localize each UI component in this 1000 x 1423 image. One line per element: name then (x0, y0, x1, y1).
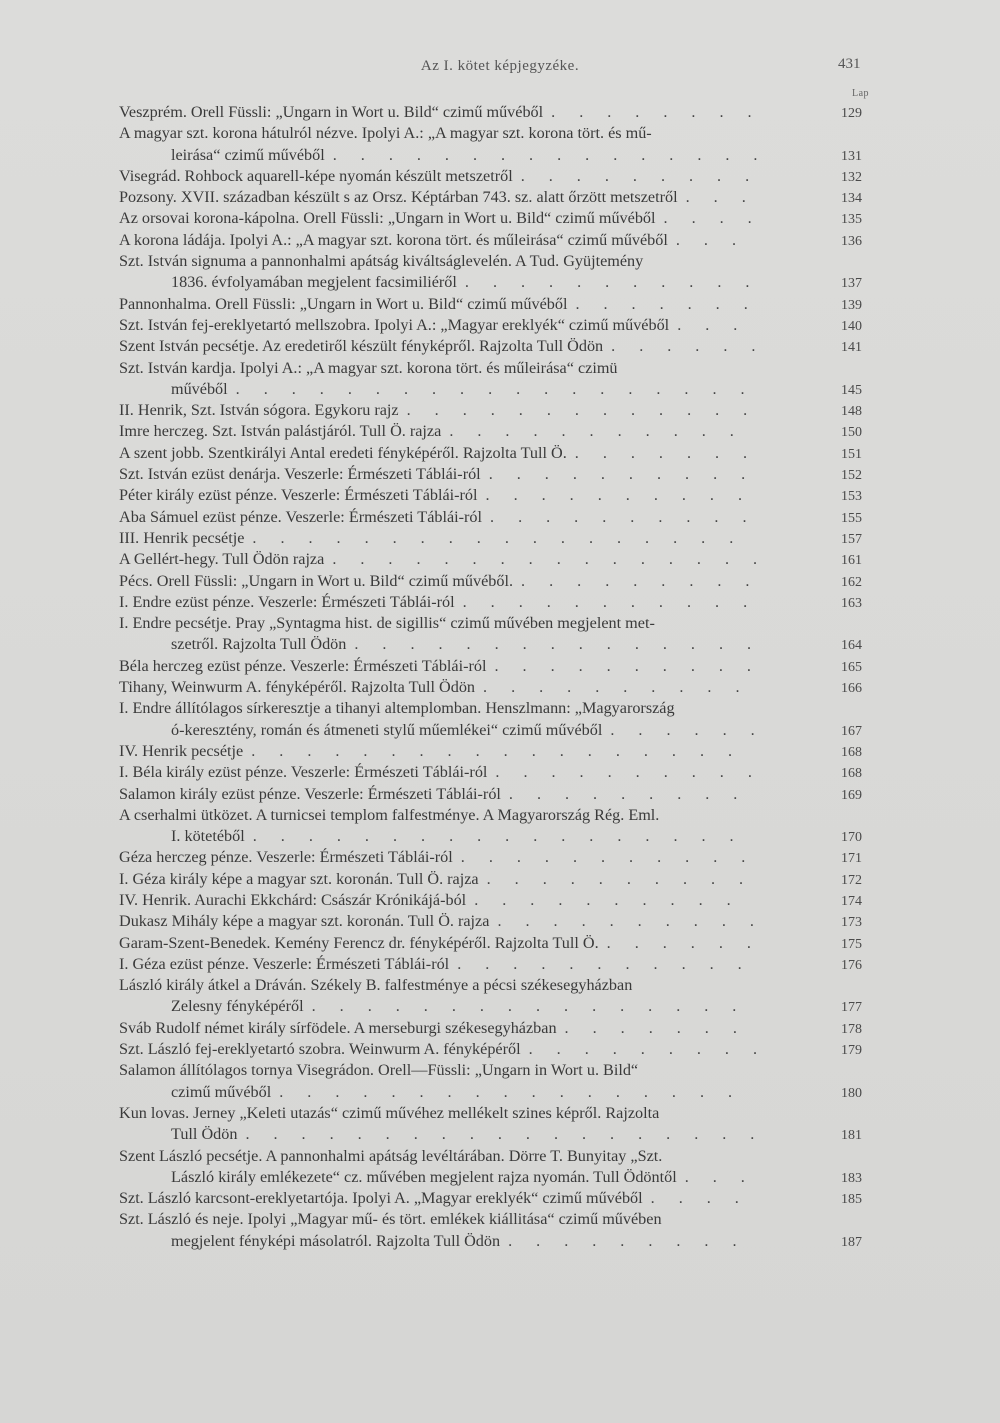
index-entry (119, 1209, 889, 1252)
index-entry (119, 656, 889, 677)
index-entry (119, 592, 889, 613)
index-entry-line (119, 102, 889, 123)
index-entry-text: Péter király ezüst pénze. Veszerle: Érmészeti Táblái-ról (119, 486, 478, 505)
dot-leader: ........... (464, 273, 774, 292)
index-entry-page: 183 (841, 1170, 862, 1186)
dot-leader: .......... (474, 890, 755, 909)
index-entry-line (119, 741, 889, 762)
index-entry-line (119, 123, 889, 144)
index-entry-text: leirása“ czimű művéből (171, 145, 325, 164)
index-entry-page: 175 (841, 936, 862, 952)
index-entry (119, 869, 889, 890)
index-entry-line (119, 847, 889, 868)
index-entry (119, 698, 889, 741)
index-entry-page: 151 (841, 446, 862, 462)
index-entry (119, 975, 889, 1018)
dot-leader: .................. (252, 827, 758, 846)
index-entry-line (119, 336, 889, 357)
index-entry-line (119, 485, 889, 506)
index-entry-line (119, 784, 889, 805)
index-entry-line (119, 166, 889, 187)
index-entry (119, 571, 889, 592)
index-entry-line (119, 187, 889, 208)
index-entry-text: Pécs. Orell Füssli: „Ungarn in Wort u. Bild“ czimű művéből. (119, 571, 514, 590)
index-entry-page: 165 (841, 659, 862, 675)
index-entry-line (119, 613, 889, 634)
index-entry (119, 251, 889, 294)
index-entry-page: 170 (841, 830, 862, 846)
page-number: 431 (838, 56, 861, 72)
index-entry-text: Pozsony. XVII. században készült s az Orsz. Képtárban 743. sz. alatt őrzött metszetről (119, 188, 678, 207)
index-entry-line (119, 656, 889, 677)
index-entry (119, 507, 889, 528)
index-entry-page: 167 (841, 723, 862, 739)
index-entry-page: 185 (841, 1192, 862, 1208)
index-entry-line (119, 1103, 889, 1124)
index-entry-line (119, 677, 889, 698)
index-entry-text: I. kötetéből (171, 827, 245, 846)
index-entry (119, 230, 889, 251)
index-entry-page: 187 (841, 1234, 862, 1250)
index-entry-text: A szent jobb. Szentkirályi Antal eredeti fényképéről. Rajzolta Tull Ö. (119, 443, 567, 462)
index-entry-text: Szt. István fej-ereklyetartó mellszobra. Ipolyi A.: „Magyar ereklyék“ czimű művéből (119, 315, 670, 334)
index-entry-text: I. Géza király képe a magyar szt. koronán. Tull Ö. rajza (119, 869, 479, 888)
index-entry-page: 134 (841, 191, 862, 207)
index-entry-page: 135 (841, 212, 862, 228)
index-entry-line (119, 1167, 889, 1188)
dot-leader: ......... (508, 1231, 761, 1250)
index-entry-text: Salamon állítólagos tornya Visegrádon. Orell—Füssli: „Ungarn in Wort u. Bild“ (119, 1061, 639, 1080)
index-entry-text: Kun lovas. Jerney „Keleti utazás“ czimű művéhez mellékelt szines képről. Rajzolta (119, 1103, 660, 1122)
index-entry-line (119, 358, 889, 379)
dot-leader: .......... (490, 507, 771, 526)
index-entry (119, 549, 889, 570)
index-entry (119, 485, 889, 506)
dot-leader: .......... (497, 912, 778, 931)
index-entry (119, 741, 889, 762)
index-entry-text: Szt. László karcsont-ereklyetartója. Ipolyi A. „Magyar ereklyék“ czimű művéből (119, 1189, 643, 1208)
index-entry-text: IV. Henrik pecsétje (119, 741, 244, 760)
index-entry-line (119, 571, 889, 592)
dot-leader: .................. (251, 741, 757, 760)
index-entry-page: 181 (841, 1128, 862, 1144)
index-entry (119, 294, 889, 315)
index-entry-text: Garam-Szent-Benedek. Kemény Ferencz dr. fényképéről. Rajzolta Tull Ö. (119, 933, 599, 952)
index-entry (119, 1188, 889, 1209)
index-entry-line (119, 826, 889, 847)
index-entry (119, 315, 889, 336)
dot-leader: ....... (575, 294, 772, 313)
index-entry-text: I. Endre pecsétje. Pray „Syntagma hist. de sigillis“ czimű művében megjelent met- (119, 614, 655, 633)
index-entry-line (119, 762, 889, 783)
index-entry (119, 400, 889, 421)
dot-leader: ............. (406, 401, 772, 420)
index-entry-line (119, 251, 889, 272)
index-entry-page: 152 (841, 468, 862, 484)
dot-leader: ........... (460, 848, 770, 867)
index-entry-page: 173 (841, 915, 862, 931)
index-entry (119, 528, 889, 549)
index-entry-text: Tull Ödön (171, 1125, 238, 1144)
index-entry (119, 464, 889, 485)
dot-leader: ............... (354, 635, 776, 654)
index-entry-text: A magyar szt. korona hátulról nézve. Ipolyi A.: „A magyar szt. korona tört. és mű- (119, 124, 652, 143)
dot-leader: .... (663, 209, 776, 228)
index-entry-page: 155 (841, 510, 862, 526)
index-entry-text: művéből (171, 379, 228, 398)
index-entry (119, 784, 889, 805)
index-entry-text: ó-keresztény, román és átmeneti stylű műemlékei“ czimű művéből (171, 720, 603, 739)
index-entry (119, 358, 889, 401)
index-entry-line (119, 294, 889, 315)
dot-leader: .... (650, 1189, 763, 1208)
index-entry-text: Aba Sámuel ezüst pénze. Veszerle: Érmészeti Táblái-ról (119, 507, 483, 526)
index-entry (119, 1039, 889, 1060)
page-header-title: Az I. kötet képjegyzéke. (420, 58, 580, 74)
index-entry (119, 911, 889, 932)
index-entry-line (119, 549, 889, 570)
dot-leader: .......... (486, 869, 768, 888)
index-entry-text: IV. Henrik. Aurachi Ekkchárd: Császár Krónikájá-ból (119, 890, 467, 909)
dot-leader: .......... (485, 486, 766, 505)
index-entry-line (119, 443, 889, 464)
dot-leader: ......... (508, 784, 762, 803)
index-entry-text: czimű művéből (171, 1082, 272, 1101)
dot-leader: ... (677, 315, 762, 334)
index-entry-text: Szt. László és neje. Ipolyi „Magyar mű- és tört. emlékek kiállitása“ czimű művében (119, 1210, 662, 1229)
index-entry-text: Szt. István signuma a pannonhalmi apátság kiváltságlevelén. A Tud. Gyüjtemény (119, 252, 644, 271)
index-entry-line (119, 272, 889, 293)
index-entry-text: I. Béla király ezüst pénze. Veszerle: Érmészeti Táblái-ról (119, 763, 488, 782)
dot-leader: ................ (311, 997, 761, 1016)
index-entry-page: 176 (841, 957, 862, 973)
dot-leader: ......... (528, 1040, 782, 1059)
index-entry-page: 166 (841, 681, 862, 697)
index-entry-line (119, 720, 889, 741)
index-entry-line (119, 379, 889, 400)
index-entry-text: II. Henrik, Szt. István sógora. Egykoru rajz (119, 401, 399, 420)
dot-leader: ................ (332, 145, 782, 164)
dot-leader: .......... (494, 656, 775, 675)
index-entry-page: 141 (841, 340, 862, 356)
index-entry-text: Visegrád. Rohbock aquarell-képe nyomán készült metszetről (119, 166, 513, 185)
index-entry-page: 163 (841, 595, 862, 611)
dot-leader: ........... (457, 954, 766, 973)
index-entry-text: Szent László pecsétje. A pannonhalmi apátság levéltárában. Dörre T. Bunyitay „Szt. (119, 1146, 663, 1165)
index-entry-page: 148 (841, 404, 862, 420)
index-entry-line (119, 1018, 889, 1039)
dot-leader: ......... (521, 571, 774, 590)
index-entry-text: Az orsovai korona-kápolna. Orell Füssli: „Ungarn in Wort u. Bild“ czimű művéből (119, 209, 656, 228)
index-entry-text: szetről. Rajzolta Tull Ödön (171, 635, 347, 654)
index-entry-page: 172 (841, 872, 862, 888)
index-entry-page: 132 (841, 169, 862, 185)
index-entry-page: 153 (841, 489, 862, 505)
index-entry-line (119, 634, 889, 655)
dot-leader: .......... (488, 465, 770, 484)
index-entry-page: 131 (841, 148, 862, 164)
index-entry (119, 1018, 889, 1039)
index-entry-text: Sváb Rudolf német király sírfödele. A merseburgi székesegyházban (119, 1018, 557, 1037)
index-entry-page: 136 (841, 233, 862, 249)
index-entry-line (119, 1209, 889, 1230)
index-entry-line (119, 933, 889, 954)
index-entry-line (119, 1060, 889, 1081)
index-entry (119, 443, 889, 464)
index-entry-line (119, 1188, 889, 1209)
index-entry-text: I. Endre állítólagos sírkeresztje a tihanyi altemplomban. Henszlmann: „Magyarország (119, 699, 675, 718)
index-entry-line (119, 230, 889, 251)
dot-leader: ... (684, 1167, 769, 1186)
index-entry (119, 890, 889, 911)
index-entry-line (119, 464, 889, 485)
index-entry-text: Salamon király ezüst pénze. Veszerle: Érmészeti Táblái-ról (119, 784, 501, 803)
index-entry (119, 613, 889, 656)
index-entry-line (119, 315, 889, 336)
dot-leader: .................. (252, 528, 758, 547)
index-entry (119, 1103, 889, 1146)
index-entry-line (119, 698, 889, 719)
dot-leader: ................... (245, 1125, 779, 1144)
index-entry-page: 140 (841, 318, 862, 334)
index-entry-text: Szt. István ezüst denárja. Veszerle: Érmészeti Táblái-ról (119, 465, 481, 484)
index-entry-line (119, 400, 889, 421)
index-entry-text: Zelesny fényképéről (171, 997, 304, 1016)
index-entry (119, 421, 889, 442)
index-entry-line (119, 1124, 889, 1145)
index-entry-line (119, 528, 889, 549)
index-entry-text: 1836. évfolyamában megjelent facsimiliéről (171, 273, 457, 292)
index-entry-text: III. Henrik pecsétje (119, 528, 245, 547)
index-entry-line (119, 1082, 889, 1103)
index-entry-page: 168 (841, 766, 862, 782)
index-entry-text: Szent István pecsétje. Az eredetiről készült fényképről. Rajzolta Tull Ödön (119, 337, 604, 356)
dot-leader: ...... (610, 720, 779, 739)
index-entry (119, 933, 889, 954)
index-entry-page: 164 (841, 638, 862, 654)
index-entry (119, 166, 889, 187)
dot-leader: ......... (520, 166, 774, 185)
index-entry-text: László király átkel a Dráván. Székely B. falfestménye a pécsi székesegyházban (119, 976, 633, 995)
index-entry (119, 762, 889, 783)
index-entry-line (119, 805, 889, 826)
index-entry-line (119, 890, 889, 911)
index-entry-page: 161 (841, 553, 862, 569)
index-entry-page: 145 (841, 382, 862, 398)
index-entry-line (119, 1231, 889, 1252)
index-entry (119, 1146, 889, 1189)
index-entry-text: Imre herczeg. Szt. István palástjáról. Tull Ö. rajza (119, 422, 442, 441)
index-entry-page: 139 (841, 297, 862, 313)
index-entry-line (119, 208, 889, 229)
index-entry-page: 177 (841, 1000, 862, 1016)
dot-leader: ........... (449, 422, 758, 441)
index-entry-line (119, 996, 889, 1017)
index-entry-page: 180 (841, 1085, 862, 1101)
index-entry-page: 178 (841, 1021, 862, 1037)
index-entry-line (119, 1039, 889, 1060)
index-entry-line (119, 507, 889, 528)
index-entry-text: A cserhalmi ütközet. A turnicsei templom falfestménye. A Magyarország Rég. Eml. (119, 805, 660, 824)
index-entry-line (119, 421, 889, 442)
dot-leader: ... (685, 188, 770, 207)
dot-leader: ................. (279, 1082, 757, 1101)
dot-leader: ... (675, 230, 761, 249)
index-entry-text: megjelent fényképi másolatról. Rajzolta Tull Ödön (171, 1231, 501, 1250)
index-entry-page: 169 (841, 787, 862, 803)
index-entry-text: Géza herczeg pénze. Veszerle: Érmészeti Táblái-ról (119, 848, 453, 867)
dot-leader: ...... (606, 933, 775, 952)
index-entry-text: Veszprém. Orell Füssli: „Ungarn in Wort u. Bild“ czimű művéből (119, 103, 544, 121)
index-entry-text: László király emlékezete“ cz. művében megjelent rajza nyomán. Tull Ödöntől (171, 1167, 677, 1186)
dot-leader: ................ (332, 550, 782, 569)
index-entry-line (119, 869, 889, 890)
index-entry-text: Pannonhalma. Orell Füssli: „Ungarn in Wort u. Bild“ czimű művéből (119, 294, 568, 313)
page-column-label: Lap (852, 88, 870, 99)
index-entry-text: A korona ládája. Ipolyi A.: „A magyar szt. korona tört. és műleirása“ czimű művéből (119, 230, 668, 249)
index-entry-page: 129 (841, 106, 862, 121)
index-entry-line (119, 592, 889, 613)
index-entry (119, 805, 889, 848)
index-entry (119, 208, 889, 229)
index-entry-text: Béla herczeg ezüst pénze. Veszerle: Érmészeti Táblái-ról (119, 656, 487, 675)
index-entry-page: 137 (841, 276, 862, 292)
index-entry-text: Szt. István kardja. Ipolyi A.: „A magyar szt. korona tört. és műleirása“ czimü (119, 358, 618, 377)
index-entry-text: I. Endre ezüst pénze. Veszerle: Érmészeti Táblái-ról (119, 592, 455, 611)
index-entry-text: Dukasz Mihály képe a magyar szt. koronán. Tull Ö. rajza (119, 912, 490, 931)
index-entry-page: 157 (841, 531, 862, 547)
index-entry-line (119, 145, 889, 166)
index-entry (119, 677, 889, 698)
index-entry-page: 150 (841, 425, 862, 441)
index-entry-line (119, 954, 889, 975)
index-entry-page: 174 (841, 893, 862, 909)
index-entry-line (119, 911, 889, 932)
dot-leader: ................... (235, 379, 769, 398)
index-entry (119, 1060, 889, 1103)
index-entry-page: 171 (841, 851, 862, 867)
image-index-list (119, 102, 889, 1252)
dot-leader: ....... (574, 443, 772, 462)
index-entry (119, 123, 889, 166)
dot-leader: .......... (483, 678, 764, 697)
index-entry (119, 187, 889, 208)
dot-leader: ...... (611, 337, 780, 356)
index-entry-line (119, 1146, 889, 1167)
dot-leader: .......... (495, 763, 776, 782)
index-entry-page: 179 (841, 1043, 862, 1059)
index-entry-text: Szt. László fej-ereklyetartó szobra. Weinwurm A. fényképéről (119, 1040, 521, 1059)
dot-leader: ........... (462, 592, 772, 611)
index-entry-line (119, 975, 889, 996)
index-entry-text: Tihany, Weinwurm A. fényképéről. Rajzolta Tull Ödön (119, 678, 476, 697)
index-entry (119, 954, 889, 975)
index-entry-text: A Gellért-hegy. Tull Ödön rajza (119, 550, 325, 569)
index-entry (119, 102, 889, 123)
index-entry-text: I. Géza ezüst pénze. Veszerle: Érmészeti Táblái-ról (119, 954, 450, 973)
index-entry (119, 847, 889, 868)
dot-leader: ....... (564, 1018, 761, 1037)
index-entry-page: 168 (841, 744, 862, 760)
index-entry (119, 336, 889, 357)
dot-leader: ........ (551, 103, 776, 121)
index-entry-page: 162 (841, 574, 862, 590)
